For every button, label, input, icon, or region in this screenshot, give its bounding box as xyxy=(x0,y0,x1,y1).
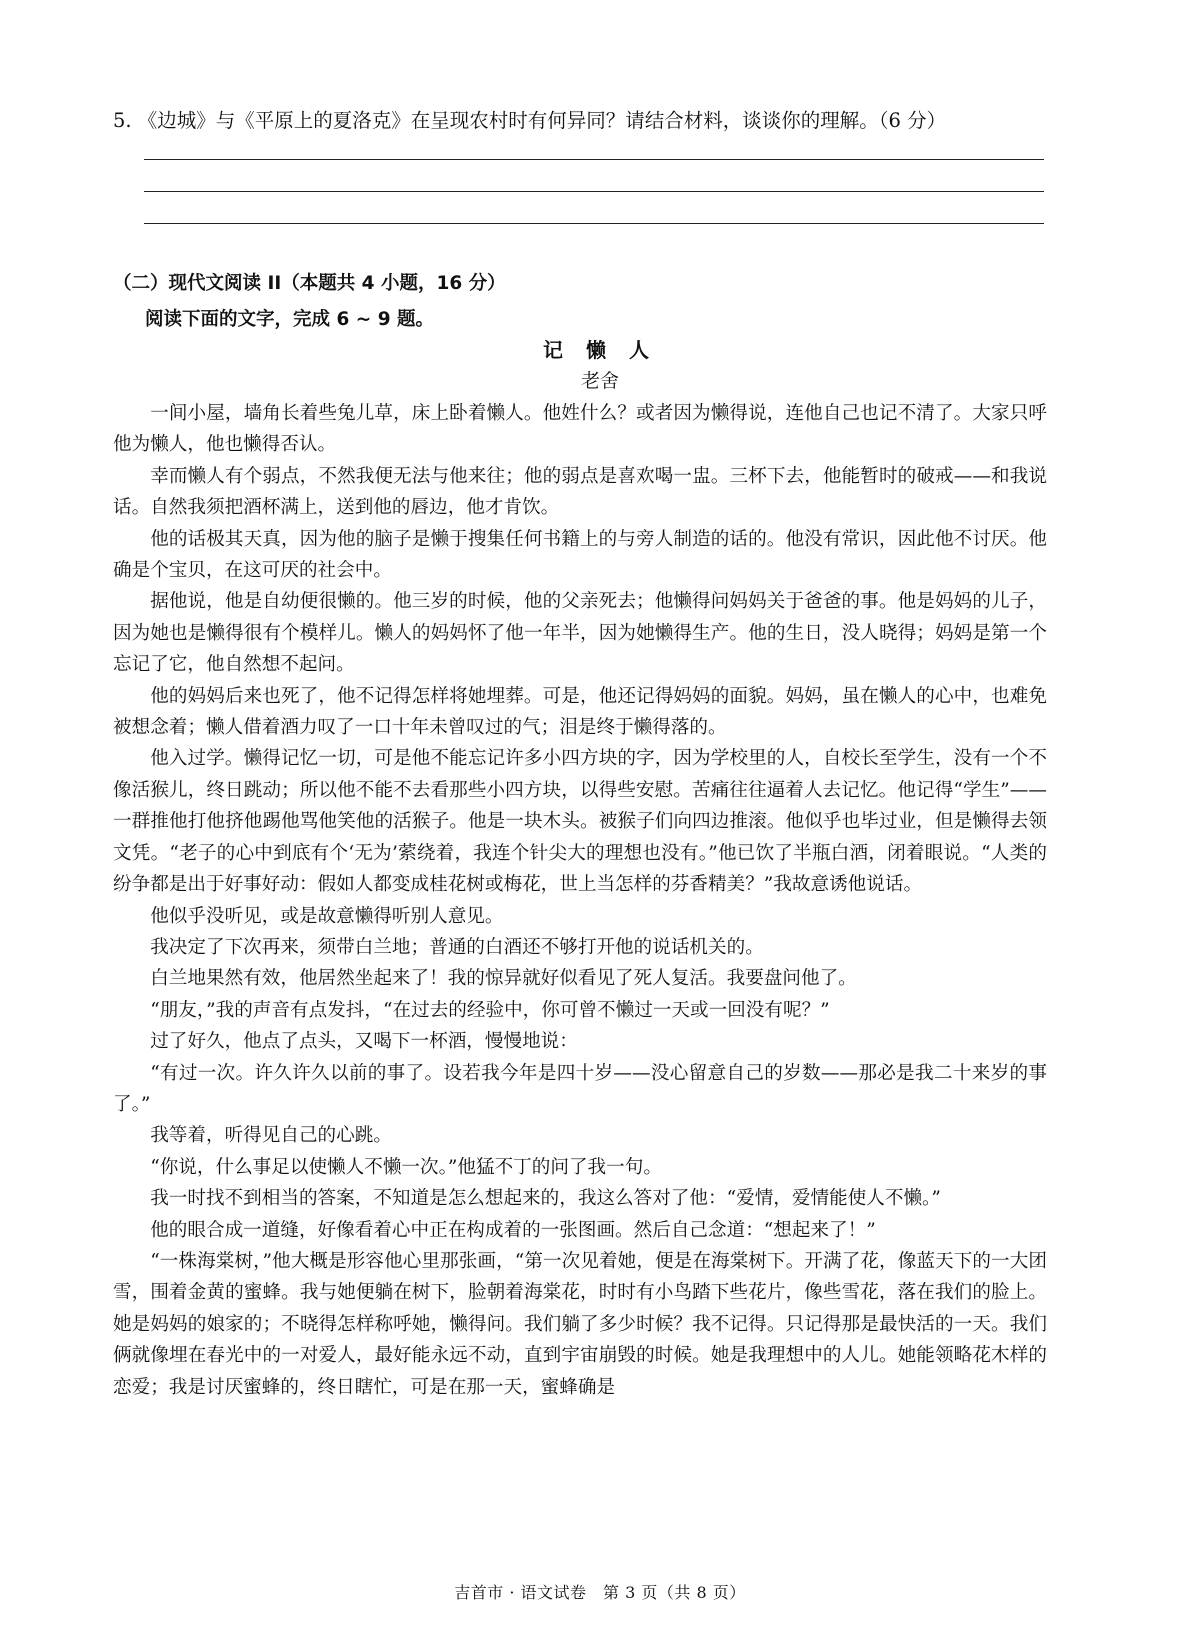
article-title: 记 懒 人 xyxy=(543,338,657,362)
page-footer: 吉首市 · 语文试卷 第 3 页（共 8 页） xyxy=(454,1583,746,1602)
answer-line[interactable] xyxy=(144,223,1044,224)
paragraph: “你说，什么事足以使懒人不懒一次。”他猛不丁的问了我一句。 xyxy=(150,1156,662,1178)
paragraph: 我一时找不到相当的答案，不知道是怎么想起来的，我这么答对了他：“爱情，爱情能使人不懒。” xyxy=(150,1188,941,1210)
paragraph: “朋友，”我的声音有点发抖，“在过去的经验中，你可曾不懒过一天或一回没有呢？” xyxy=(150,999,830,1021)
question-5: 5. 《边城》与《平原上的夏洛克》在呈现农村时有何异同？请结合材料，谈谈你的理解。（6 分） xyxy=(113,109,947,132)
paragraph: 过了好久，他点了点头，又喝下一杯酒，慢慢地说： xyxy=(150,1031,578,1053)
paragraph: 他的话极其天真，因为他的脑子是懒于搜集任何书籍上的与旁人制造的话的。他没有常识，因此他不讨厌。他确是个宝贝，在这可厌的社会中。 xyxy=(113,528,1047,582)
article-body xyxy=(113,398,1047,1403)
paragraph: 他似乎没听见，或是故意懒得听别人意见。 xyxy=(150,905,504,927)
paragraph: 幸而懒人有个弱点，不然我便无法与他来往；他的弱点是喜欢喝一盅。三杯下去，他能暂时的破戒——和我说话。自然我须把酒杯满上，送到他的唇边，他才肯饮。 xyxy=(113,465,1047,519)
paragraph: 我决定了下次再来，须带白兰地；普通的白酒还不够打开他的说话机关的。 xyxy=(150,936,764,958)
paragraph: 他的眼合成一道缝，好像看着心中正在构成着的一张图画。然后自己念道：“想起来了！” xyxy=(150,1219,876,1241)
paragraph: 我等着，听得见自己的心跳。 xyxy=(150,1125,392,1147)
section-instruction: 阅读下面的文字，完成 6 ~ 9 题。 xyxy=(145,309,435,330)
answer-line[interactable] xyxy=(144,191,1044,192)
paragraph: 他的妈妈后来也死了，他不记得怎样将她埋葬。可是，他还记得妈妈的面貌。妈妈，虽在懒人的心中，也难免被想念着；懒人借着酒力叹了一口十年未曾叹过的气；泪是终于懒得落的。 xyxy=(113,685,1047,739)
paragraph: 白兰地果然有效，他居然坐起来了！我的惊异就好似看见了死人复活。我要盘问他了。 xyxy=(150,968,857,990)
paragraph: 据他说，他是自幼便很懒的。他三岁的时候，他的父亲死去；他懒得问妈妈关于爸爸的事。他是妈妈的儿子，因为她也是懒得很有个模样儿。懒人的妈妈怀了他一年半，因为她懒得生产。他的生日，没人晓得；妈妈是第一个忘记了它，他自然想不起问。 xyxy=(113,591,1047,676)
paragraph: “一株海棠树，”他大概是形容他心里那张画，“第一次见着她，便是在海棠树下。开满了花，像蓝天下的一大团雪，围着金黄的蜜蜂。我与她便躺在树下，脸朝着海棠花，时时有小鸟踏下些花片，像些雪花，落在我们的脸上。她是妈妈的娘家的；不晓得怎样称呼她，懒得问。我们躺了多少时候？我不记得。只记得那是最快活的一天。我们俩就像埋在春光中的一对爱人，最好能永远不动，直到宇宙崩毁的时候。她是我理想中的人儿。她能领略花木样的恋爱；我是讨厌蜜蜂的，终日瞎忙，可是在那一天，蜜蜂确是 xyxy=(113,1250,1047,1398)
paragraph: 他入过学。懒得记忆一切，可是他不能忘记许多小四方块的字，因为学校里的人，自校长至学生，没有一个不像活猴儿，终日跳动；所以他不能不去看那些小四方块，以得些安慰。苦痛往往逼着人去记忆。他记得“学生”——一群推他打他挤他踢他骂他笑他的活猴子。他是一块木头。被猴子们向四边推滚。他似乎也毕过业，但是懒得去领文凭。“老子的心中到底有个‘无为’萦绕着，我连个针尖大的理想也没有。”他已饮了半瓶白酒，闭着眼说。“人类的纷争都是出于好事好动：假如人都变成桂花树或梅花，世上当怎样的芬香精美？”我故意诱他说话。 xyxy=(113,748,1047,896)
paragraph: 一间小屋，墙角长着些兔儿草，床上卧着懒人。他姓什么？或者因为懒得说，连他自己也记不清了。大家只呼他为懒人，他也懒得否认。 xyxy=(113,403,1047,456)
section-title: （二）现代文阅读 II（本题共 4 小题，16 分） xyxy=(113,273,506,294)
paragraph: “有过一次。许久许久以前的事了。设若我今年是四十岁——没心留意自己的岁数——那必是我二十来岁的事了。” xyxy=(113,1062,1047,1115)
article-author: 老舍 xyxy=(580,370,619,392)
answer-line[interactable] xyxy=(144,159,1044,160)
